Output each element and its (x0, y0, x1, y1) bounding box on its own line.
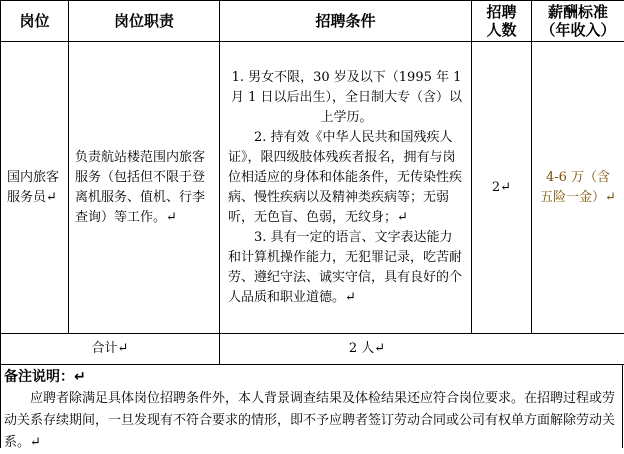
total-row (1, 334, 624, 365)
requirements-cell (220, 42, 472, 334)
duty-cell: 负责航站楼范围内旅客服务（包括但不限于登离机服务、值机、行李查询）等工作。↵ (69, 42, 220, 334)
headcount-cell: 2↵ (472, 42, 532, 334)
total-label: 合计↵ (1, 334, 220, 365)
header-salary: 薪酬标准（年收入） (532, 1, 624, 42)
remarks-title: 备注说明：↵ (4, 366, 618, 388)
position-cell: 国内旅客服务员↵ (1, 42, 69, 334)
requirement-2: 2. 持有效《中华人民共和国残疾人证》，限四级肢体残疾者报名，拥有与岗位相适应的身体和体能条件，无传染性疾病、慢性疾病以及精神类疾病等；无弱听，无色盲、色弱，无纹身；↵ (228, 128, 465, 228)
requirement-1: 1. 男女不限，30 岁及以下（1995 年 1 月 1 日以后出生），全日制大专（含）以上学历。 (228, 68, 465, 128)
header-duty: 岗位职责 (69, 1, 220, 42)
header-requirements: 招聘条件 (220, 1, 472, 42)
salary-cell: 4-6 万（含五险一金）↵ (532, 42, 624, 334)
table-row (1, 42, 624, 334)
remarks-body: 应聘者除满足具体岗位招聘条件外，本人背景调查结果及体检结果还应符合岗位要求。在招聘过程或劳动关系存续期间，一旦发现有不符合要求的情形，即不予应聘者签订劳动合同或公司有权单方面解除劳动关系。↵ (4, 388, 618, 454)
requirement-3: 3. 具有一定的语言、文字表达能力和计算机操作能力，无犯罪记录，吃苦耐劳、遵纪守法、诚实守信，具有良好的个人品质和职业道德。↵ (228, 228, 465, 308)
table-header-row (1, 1, 624, 42)
header-position: 岗位 (1, 1, 69, 42)
remarks-section (4, 366, 618, 454)
header-headcount: 招聘人数 (472, 1, 532, 42)
total-value: 2 人↵ (220, 334, 624, 365)
